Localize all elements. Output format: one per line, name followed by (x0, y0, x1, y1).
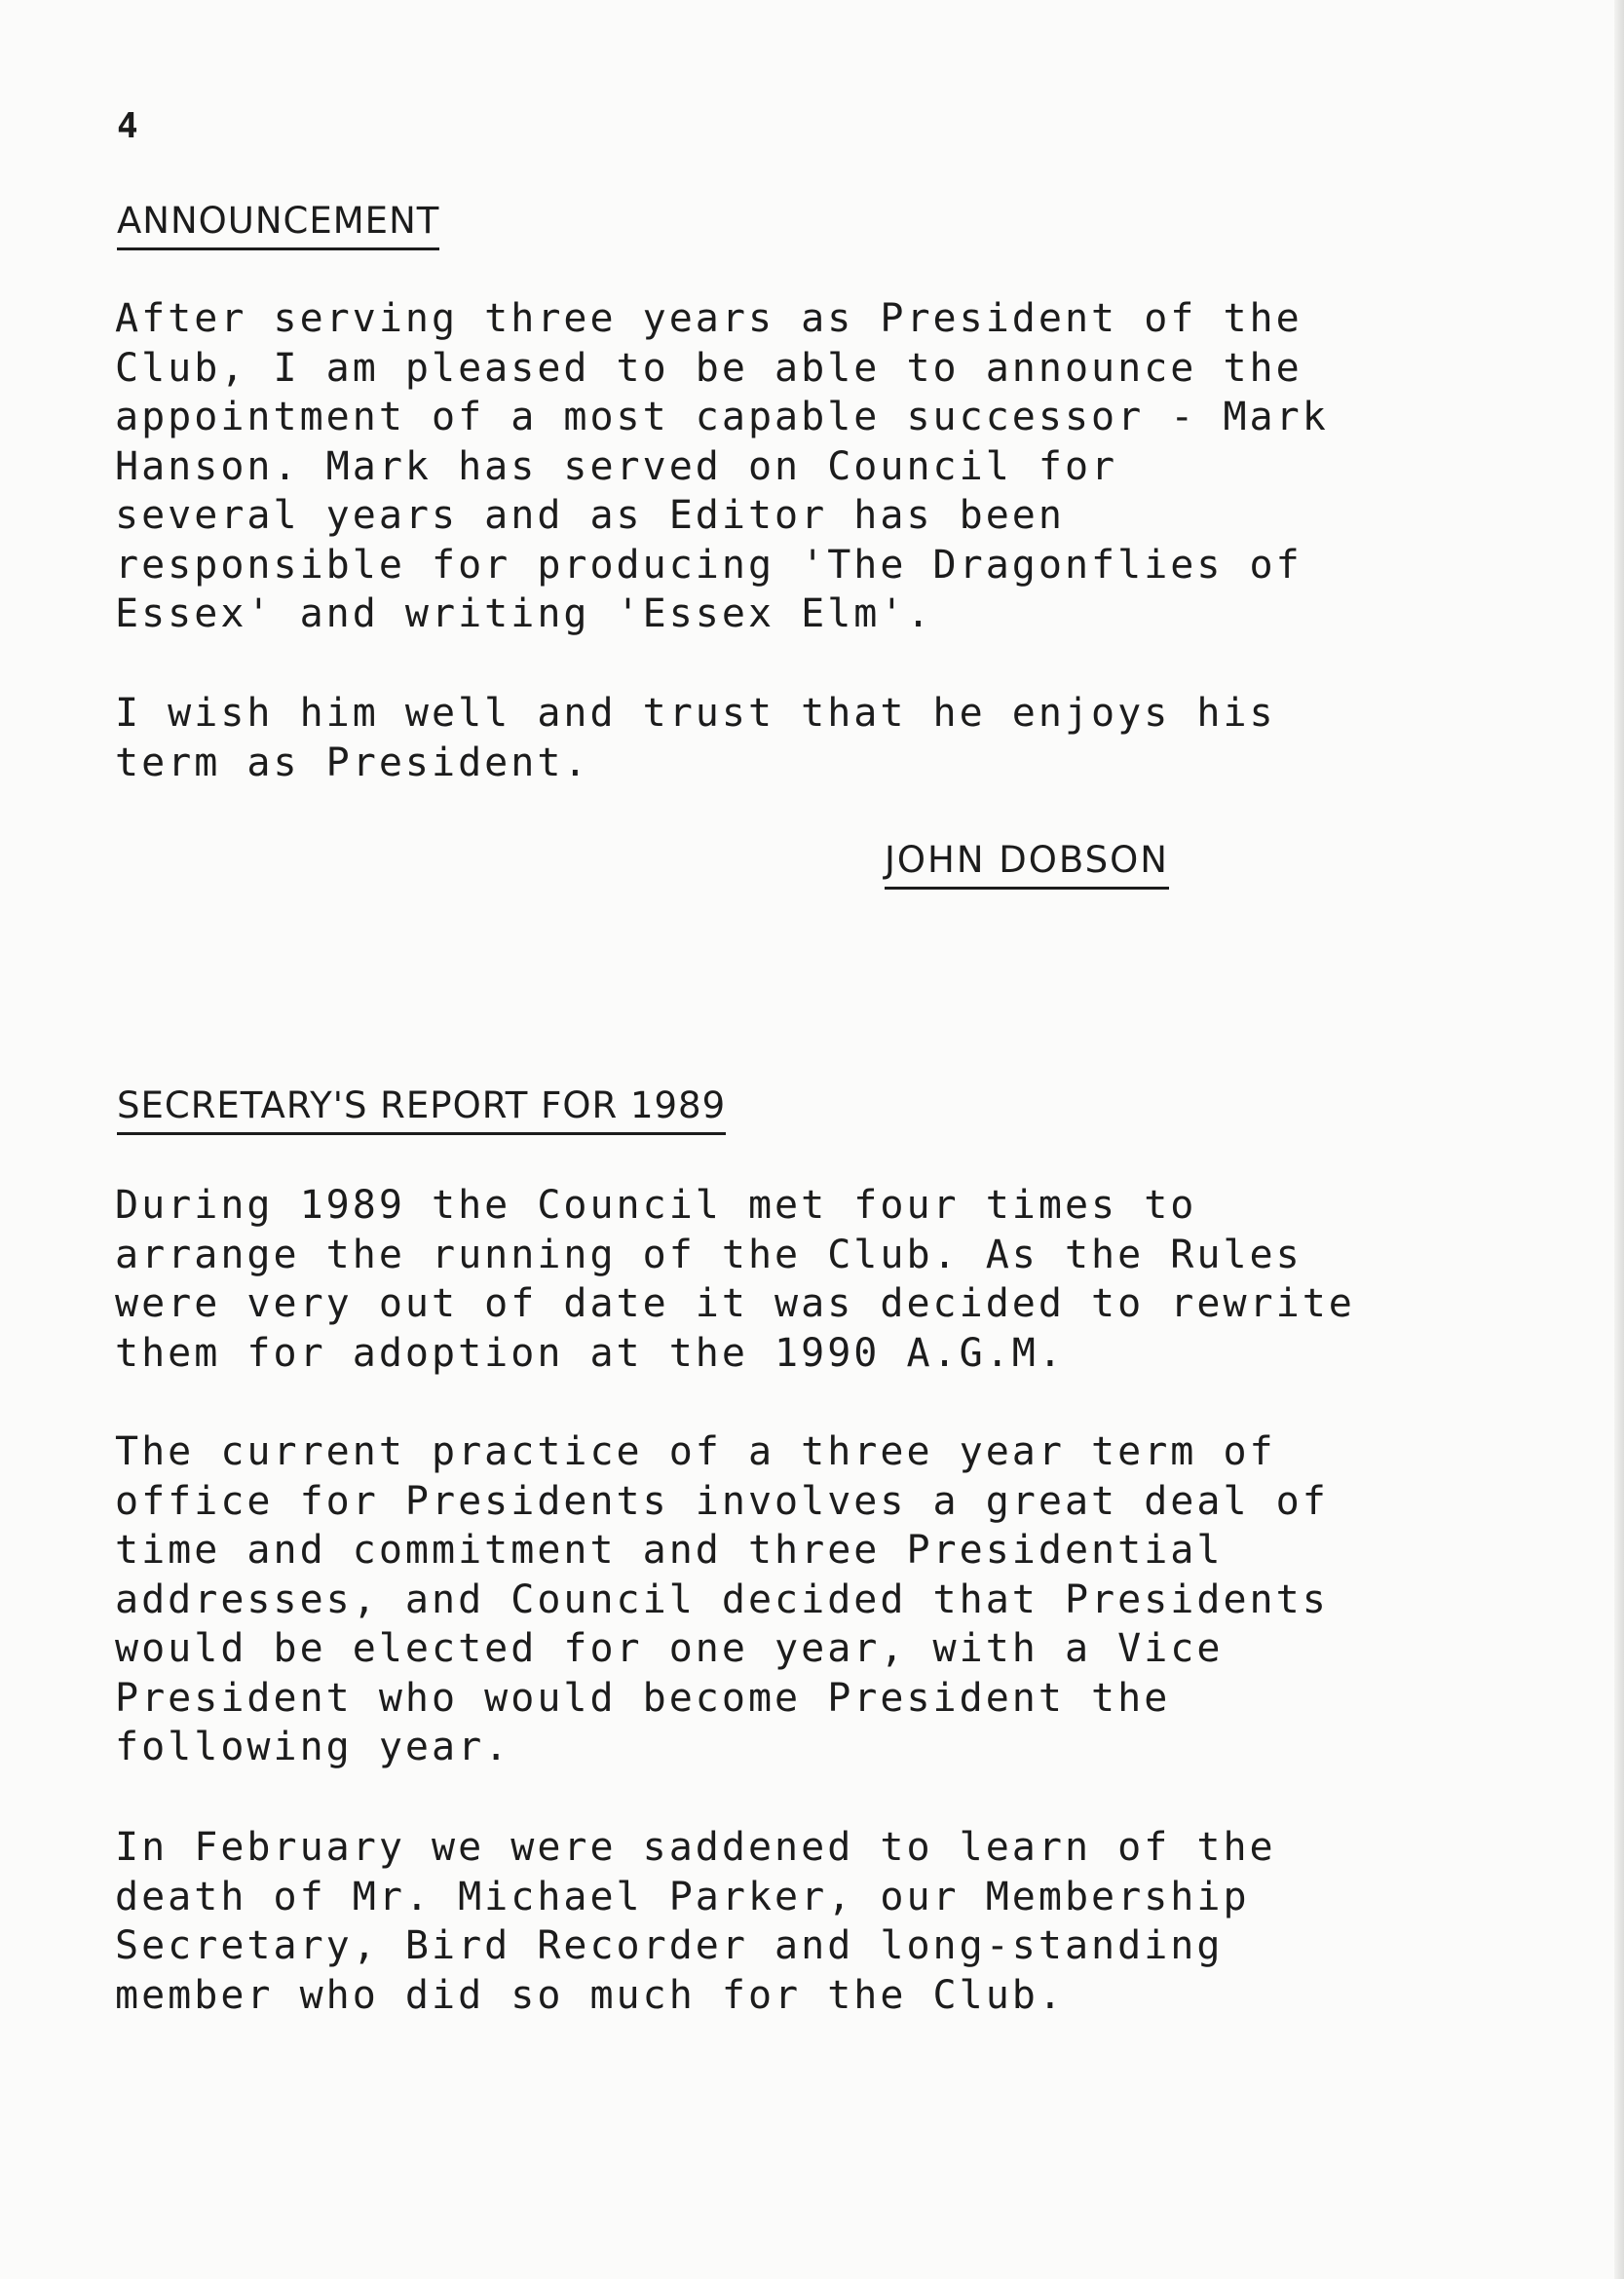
announcement-heading: ANNOUNCEMENT (117, 197, 439, 250)
secretary-report-paragraph: During 1989 the Council met four times to arrange the running of the Club. As the Rules were very out of date it was decided to rewrite them for adoption at the 1990 A.G.M. (115, 1183, 1355, 1376)
secretary-report-heading: SECRETARY'S REPORT FOR 1989 (117, 1082, 726, 1135)
secretary-report-paragraph: The current practice of a three year term of office for Presidents involves a great deal of time and commitment and three Presidential addresses, and Council decided that Presidents would be elected for one year, with a Vice President who would become President the following year. (115, 1429, 1329, 1769)
page-number: 4 (117, 106, 138, 146)
announcement-signature: JOHN DOBSON (885, 836, 1169, 890)
announcement-paragraph: I wish him well and trust that he enjoys his term as President. (115, 691, 1276, 785)
page-edge-shadow (1614, 0, 1624, 2279)
secretary-report-paragraph: In February we were saddened to learn of the death of Mr. Michael Parker, our Membership Secretary, Bird Recorder and long-standing member who did so much for the Club. (115, 1825, 1276, 2018)
announcement-paragraph: After serving three years as President of the Club, I am pleased to be able to announce the appointment of a most capable successor - Mark Hanson. Mark has served on Council for several years and as Editor has been responsible for producing 'The Dragonflies of Essex' and writing 'Essex Elm'. (115, 296, 1329, 636)
